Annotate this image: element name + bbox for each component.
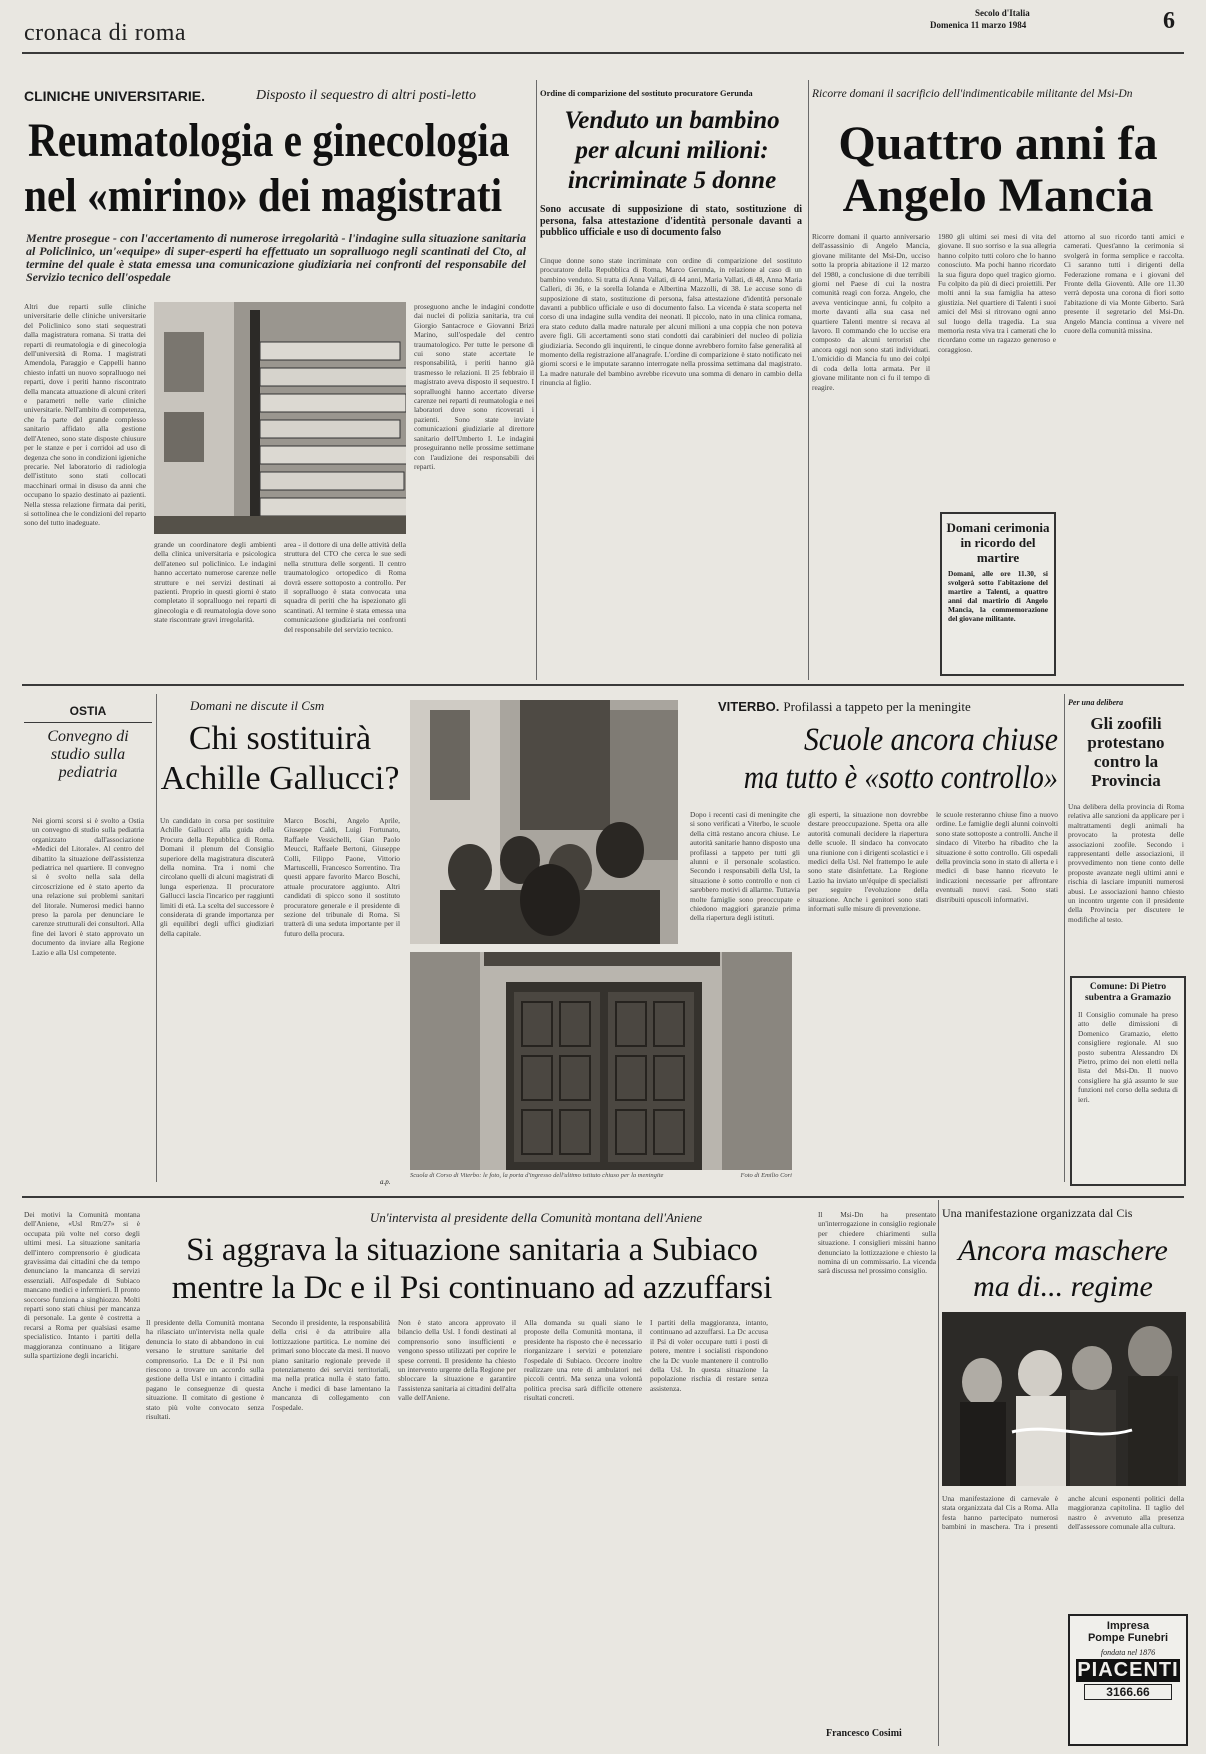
article-gallucci — [160, 698, 400, 1188]
clinics-summary: Mentre prosegue - con l'accertamento di numerose irregolarità - l'indagine sulla situazione sanitaria al Policlinico, un'«equipe» di super-esperti ha effettuato un sopralluogo negli scantinati del Cto, al termine del quale è stata emessa una comunicazione giudiziaria nei confronti del responsabile del Servizio tecnico dell'ospedale — [26, 231, 526, 284]
ostia-headline: Convegno di studio sulla pediatria — [47, 728, 129, 781]
baby-headline-2: per alcuni milioni: — [575, 137, 769, 164]
ceremony-box-body: Domani, alle ore 11.30, si svolgerà sotto l'abitazione del martire a Talenti, a quattro anni dal martirio di Angelo Mancia, la commemorazione del giovane militante. — [948, 569, 1048, 623]
viterbo-title-line — [718, 698, 1058, 716]
section-rule — [22, 684, 1184, 686]
hospital-sign-photo — [154, 302, 406, 534]
photo-credit: Foto di Emilio Cori — [740, 1172, 792, 1179]
subiaco-col-1: Il presidente della Comunità montana ha rilasciato un'intervista nella quale denuncia lo stato di abbandono in cui versano le strutture sanitarie del comprensorio. La Dc e il Psi non riescono a trovare un accordo sulla gestione della Usl e intanto i cittadini pagano le conseguenze di questa situazione. Il comitato di gestione è stato più volte convocato senza risultati. — [146, 1318, 264, 1422]
cis-headline-1: Ancora maschere — [958, 1234, 1168, 1267]
clinics-headline-2: nel «mirino» dei magistrati — [24, 169, 503, 222]
subiaco-lead: Dei motivi la Comunità montana dell'Aniene, «Usl Rm/27» si è occupata più volte nel corso degli ultimi mesi. La situazione sanitaria dell'intero comprensorio è giudicata gravissima dai cittadini che da tempo denunciano la mancanza di servizi essenziali. All'ospedale di Subiaco mancano medici e infermieri. Il pronto soccorso funziona a singhiozzo. Molti reparti sono stati chiusi per mancanza di personale. La gente è costretta a recarsi a Roma per qualsiasi esame specialistico. Intanto i partiti della maggioranza continuano a litigare sulla spartizione degli incarichi. — [24, 1210, 140, 1361]
ad-line-1: Impresa — [1106, 1620, 1150, 1632]
section-rule — [22, 1196, 1184, 1198]
hospital-sign-photo-image — [154, 302, 406, 534]
gallucci-col-1: Un candidato in corsa per sostituire Achille Gallucci alla guida della Procura della Repubblica di Roma. Domani il plenum del Consiglio superiore della magistratura discuterà della nomina. Tra i nomi che circolano quelli di alcuni magistrati di lunga esperienza. Il procuratore Gallucci lascia l'incarico per raggiunti limiti di età. La scelta del successore è considerata di grande importanza per gli equilibri degli uffici giudiziari della capitale. — [160, 816, 274, 938]
viterbo-kicker: Profilassi a tappeto per la meningite — [783, 699, 971, 714]
subiaco-col-4: Alla domanda su quali siano le proposte della Comunità montana, il presidente ha risposto che è necessario riorganizzare i servizi e potenziare l'ospedale di Subiaco. Occorre inoltre realizzare una rete di ambulatori nei piccoli centri. Ma senza una volontà politica precisa sarà difficile ottenere risultati concreti. — [524, 1318, 642, 1403]
zoofili-body: Una delibera della provincia di Roma relativa alle sanzioni da applicare per i maltrattamenti degli animali ha provocato la protesta delle associazioni zoofile. Secondo i rappresentanti delle associazioni, il provvedimento non tiene conto delle proposte avanzate negli ultimi anni e rischia di lasciare impuniti numerosi abusi. Le associazioni hanno chiesto un incontro urgente con il presidente della Provincia per discutere le modifiche al testo. — [1068, 802, 1184, 924]
article-mancia — [812, 80, 1184, 678]
comune-body: Il Consiglio comunale ha preso atto delle dimissioni di Domenico Gramazio, eletto consigliere regionale. Al suo posto subentra Alessandro Di Pietro, primo dei non eletti nella lista del Msi-Dn. Il nuovo consigliere ha già assunto le sue funzioni nel corso della seduta di ieri. — [1078, 1010, 1178, 1104]
subiaco-headline-1: Si aggrava la situazione sanitaria a Subiaco — [186, 1232, 758, 1268]
clinics-tag: CLINICHE UNIVERSITARIE. — [24, 88, 205, 104]
article-clinics — [24, 80, 534, 678]
gallucci-kicker: Domani ne discute il Csm — [190, 698, 325, 713]
subiaco-col-5: I partiti della maggioranza, intanto, continuano ad azzuffarsi. La Dc accusa il Psi di voler occupare tutti i posti di potere, mentre i socialisti rispondono che la Dc vuole mantenere il controllo della Usl. In questa situazione la popolazione rischia di restare senza assistenza. — [650, 1318, 768, 1393]
clinics-kicker: Disposto il sequestro di altri posti-letto — [256, 88, 476, 103]
gallucci-sign: a.p. — [380, 1178, 391, 1186]
ostia-tag: OSTIA — [69, 704, 107, 718]
article-ostia — [24, 698, 152, 1188]
comune-headline: Comune: Di Pietro subentra a Gramazio — [1084, 982, 1172, 1003]
viterbo-col-2: gli esperti, la situazione non dovrebbe destare preoccupazione. Spetta ora alle autorità comunali decidere la riapertura delle scuole. Il sindaco ha convocato una riunione con i dirigenti scolastici e i medici della Usl. Nel frattempo le aule sono state disinfettate. La Regione Lazio ha inviato un'équipe di specialisti per seguire l'evoluzione della situazione. Anche i genitori sono stati informati sulle misure di prevenzione. — [808, 810, 928, 914]
column-divider — [938, 1200, 939, 1746]
issue-date: Domenica 11 marzo 1984 — [930, 20, 1027, 30]
crowd-photo-image — [410, 700, 678, 944]
column-divider — [536, 80, 537, 680]
article-subiaco — [146, 1206, 936, 1746]
ad-name: PIACENTI — [1077, 1659, 1179, 1681]
article-viterbo — [674, 698, 1058, 1188]
baby-headline-3: incriminate 5 donne — [567, 167, 777, 194]
comune-box — [1070, 976, 1186, 1186]
viterbo-headline-1: Scuole ancora chiuse — [803, 722, 1058, 758]
paper-name: Secolo d'Italia — [975, 8, 1030, 18]
column-divider — [808, 80, 809, 680]
clinics-col-4: proseguono anche le indagini condotte dai nuclei di polizia sanitaria, tra cui Giorgio Santacroce e Giovanni Brizi Marino, sull'ospedale del centro traumatologico. Per tutte le persone di cui sono state accertate le responsabilità, i periti hanno già trasmesso le relazioni. Il 25 febbraio il magistrato aveva disposto il sequestro. I sopralluoghi hanno accertato diverse carenze nei reparti di reumatologia e nei laboratori dove sono ricoverati i pazienti. Sono state inviate comunicazioni giudiziarie al direttore sanitario dell'Umberto I. Le indagini proseguiranno nelle prossime settimane con l'audizione dei responsabili dei reparti. — [414, 302, 534, 471]
baby-kicker: Ordine di comparizione del sostituto procuratore Gerunda — [540, 88, 753, 98]
ad-since: fondata nel 1876 — [1100, 1648, 1156, 1657]
mancia-kicker: Ricorre domani il sacrificio dell'indimenticabile militante del Msi-Dn — [812, 88, 1133, 100]
viterbo-col-1: Dopo i recenti casi di meningite che si sono verificati a Viterbo, le scuole della città restano ancora chiuse. Le autorità sanitarie hanno disposto una profilassi a tappeto per tutti gli alunni e il personale scolastico. Secondo i responsabili della Usl, la situazione è sotto controllo e non ci sarebbero motivi di allarme. Tuttavia molte famiglie sono preoccupate e chiedono maggiori garanzie prima della riapertura degli istituti. — [690, 810, 800, 923]
mancia-col-1: Ricorre domani il quarto anniversario dell'assassinio di Angelo Mancia, giovane militante del Msi-Dn, ucciso sotto la propria abitazione il 12 marzo del 1980, a conclusione di due terribili giorni nel Paese di cui la nostra comunità reagì con forza. Angelo, che aveva venticinque anni, fu colpito a morte davanti alla sua casa nel quartiere Talenti mentre si recava al lavoro. Il commando che lo uccise era composto da alcuni terroristi che ancora oggi non sono stati individuati. L'omicidio di Mancia fu uno dei colpi di coda della lotta armata. Per il giovane militante non ci fu il tempo di reagire. — [812, 232, 930, 392]
clinics-col-2: grande un coordinatore degli ambienti della clinica universitaria e psicologica dell'ateneo sul policlinico. Le indagini hanno accertato numerose carenze nelle strutture e nei servizi destinati ai pazienti. Proprio in questi giorni è stato completato il sopralluogo nei reparti di ginecologia e di reumatologia dove sono state riscontrate gravi irregolarità. — [154, 540, 276, 625]
article-zoofili — [1068, 698, 1184, 964]
masks-photo-image — [942, 1312, 1186, 1486]
baby-headline-1: Venduto un bambino — [564, 107, 780, 134]
mancia-col-3: attorno al suo ricordo tanti amici e camerati. Quest'anno la cerimonia si svolgerà in forma semplice e raccolta. Ci saranno tutti i dirigenti della Federazione romana e i giovani del Fronte della Gioventù. Alle ore 11.30 verrà deposta una corona di fiori sotto l'abitazione di via Monte Giberto. Sarà presente il segretario del Msi-Dn. Angelo Mancia continua a vivere nel cuore della comunità missina. — [1064, 232, 1184, 336]
viterbo-tag: VITERBO. — [718, 699, 780, 714]
ad-line-2: Pompe Funebri — [1087, 1632, 1169, 1644]
masthead-rule — [22, 52, 1184, 54]
cis-body: Una manifestazione di carnevale è stata organizzata dal Cis a Roma. Alla festa hanno partecipato numerosi bambini in maschera. Tra i presenti anche alcuni esponenti politici della maggioranza capitolina. Il taglio del nastro è avvenuto alla presenza dell'assessore comunale alla cultura. — [942, 1494, 1184, 1532]
baby-summary: Sono accusate di supposizione di stato, sostituzione di persona, falsa attestazione d'identità personale davanti a pubblico ufficiale e uso di documento falso — [540, 204, 802, 238]
subiaco-col-6: Il Msi-Dn ha presentato un'interrogazione in consiglio regionale per chiedere chiarimenti sulla situazione. I consiglieri missini hanno denunciato la lottizzazione e chiesto la nomina di un commissario. La vicenda sarà discussa nel prossimo consiglio. — [818, 1210, 936, 1276]
column-divider — [156, 694, 157, 1182]
viterbo-col-3: le scuole resteranno chiuse fino a nuovo ordine. Le famiglie degli alunni coinvolti sono state sottoposte a controlli. Anche il sindaco di Viterbo ha ribadito che la situazione è sotto controllo. Gli ospedali della provincia sono in stato di allerta e i medici di base hanno ricevuto le indicazioni necessarie per affrontare eventuali nuovi casi. Sono stati distribuiti opuscoli informativi. — [936, 810, 1058, 904]
clinics-headline-1: Reumatologia e ginecologia — [28, 114, 510, 167]
clinics-col-1: Altri due reparti sulle cliniche universitarie delle cliniche universitarie del Policlinico sono stati sequestrati dalla magistratura romana. Si tratta dei reparti di reumatologia e di ginecologia dell'università di Roma. I magistrati Amendola, Paraggio e Cappelli hanno chiesto infatti un nuovo sopralluogo nei reparti, dove i periti hanno riscontrato della mancata attuazione di alcuni criteri e parametri nelle varie cliniche universitarie. Nell'ambito di competenza, che fa parte del grande complesso sanitario affidato alla gestione dell'Ateneo, sono state disposte chiusure per le stanze e per i corridoi ad uso di degenza che sono in condizioni igieniche precarie. Nel laboratorio di radiologia dell'istituto sono stati collocati macchinari ormai in disuso da anni che occupano lo spazio destinato ai pazienti. Nella stessa relazione firmata dai periti, si sottolinea che le condizioni del reparto sono del tutto inadeguate. — [24, 302, 146, 528]
subiaco-sign: Francesco Cosimi — [826, 1728, 902, 1739]
mancia-headline-2: Angelo Mancia — [842, 169, 1154, 222]
ostia-rule — [24, 722, 152, 723]
cis-headline-2: ma di... regime — [973, 1270, 1153, 1303]
ceremony-box — [940, 512, 1056, 676]
gallucci-col-2: Marco Boschi, Angelo Aprile, Giuseppe Caldi, Luigi Fortunato, Raffaele Vessichelli, Gian Paolo Meucci, Raffaele Bertoni, Giuseppe Colli, Filippo Paone, Vittorio Martuscelli, Francesco Sorrentino. Tra questi appare favorito Marco Boschi, attuale procuratore aggiunto. Altri candidati di spicco sono il sostituto procuratore generale e il presidente di sezione del tribunale di Roma. Si tratterà di una seduta importante per il futuro della procura. — [284, 816, 400, 938]
ad-phone: 3166.66 — [1084, 1684, 1172, 1700]
mancia-headline-1: Quattro anni fa — [838, 117, 1158, 170]
viterbo-headline-2: ma tutto è «sotto controllo» — [743, 760, 1058, 796]
ceremony-box-title: Domani cerimonia in ricordo del martire — [946, 520, 1050, 565]
subiaco-kicker: Un'intervista al presidente della Comunità montana dell'Aniene — [369, 1210, 703, 1225]
zoofili-kicker: Per una delibera — [1068, 698, 1124, 707]
column-divider — [1064, 694, 1065, 1182]
gallucci-headline-1: Chi sostituirà — [188, 720, 372, 757]
section-title: cronaca di roma — [24, 20, 187, 46]
crowd-photo — [410, 700, 678, 944]
article-baby — [540, 80, 804, 678]
gallucci-headline-2: Achille Gallucci? — [160, 760, 400, 797]
masks-photo — [942, 1312, 1186, 1486]
subiaco-headline-2: mentre la Dc e il Psi continuano ad azzuffarsi — [171, 1270, 773, 1306]
ostia-body: Nei giorni scorsi si è svolto a Ostia un convegno di studio sulla pediatria organizzato dall'associazione «Medici del Litorale». Al centro del dibattito la situazione dell'assistenza pediatrica nel quartiere. Il convegno si è svolto nella sala della circoscrizione ed è stato aperto da una relazione sui problemi sanitari del litorale. Numerosi medici hanno preso la parola per denunciare le carenze strutturali dei consultori. Alla fine dei lavori è stato approvato un documento da inviare alla Regione Lazio e alla Usl competente. — [32, 816, 144, 957]
baby-body: Cinque donne sono state incriminate con ordine di comparizione del sostituto procuratore della Repubblica di Roma, Marco Gerunda, in relazione al caso di un bambino venduto. Si tratta di Anna Vallati, di 44 anni, Maria Vallati, di 48, Anna Maria Calleri, di 36, e la sorella Iolanda e Albertina Mazzolli, di 38. Le accuse sono di supposizione di stato, sostituzione di persona, falsa attestazione d'identità personale davanti a pubblico ufficiale e uso di documento falso. La vicenda è stata scoperta nel corso di una indagine sulla vendita dei neonati. Il piccolo, nato in una clinica romana, era stato ceduto dalla madre naturale per alcuni milioni a una coppia che non poteva avere figli. Gli accertamenti sono stati condotti dai carabinieri del nucleo di polizia giudiziaria. Secondo gli inquirenti, le cinque donne avrebbero fornito false generalità al momento della registrazione all'anagrafe. L'ordine di comparizione è stato notificato nei giorni scorsi e le imputate saranno interrogate nella prossima settimana dal magistrato. La madre naturale del bambino avrebbe ricevuto una somma di denaro in cambio della rinuncia al figlio. — [540, 256, 802, 388]
mancia-col-2: 1980 gli ultimi sei mesi di vita del giovane. Il suo sorriso e la sua allegria hanno colpito tutti coloro che lo hanno conosciuto. Ma pochi hanno ricordato la sua figura dopo quel tragico giorno. Fu colpito da più di dieci proiettili. Per molti anni la sua famiglia ha atteso giustizia. Nel quartiere di Talenti i suoi amici del Msi si ritrovano ogni anno sul luogo della tragedia. La sua memoria resta viva tra i camerati che lo ricordano come un ragazzo generoso e coraggioso. — [938, 232, 1056, 354]
page-number: 6 — [1163, 8, 1175, 34]
subiaco-col-3: Non è stato ancora approvato il bilancio della Usl. I fondi destinati al comprensorio sono insufficienti e vengono spesso utilizzati per coprire le spese correnti. Il presidente ha chiesto un intervento urgente della Regione per sbloccare la situazione e garantire l'assistenza sanitaria ai cittadini dell'alta valle dell'Aniene. — [398, 1318, 516, 1403]
photo-caption: Scuola di Corso di Viterbo: le foto, la porta d'ingresso dell'ultimo istituto chiuso per la meningite — [410, 1172, 664, 1179]
subiaco-col-2: Secondo il presidente, la responsabilità della crisi è da attribuire alla lottizzazione partitica. Le nomine dei primari sono bloccate da mesi. Il nuovo piano sanitario regionale prevede il potenziamento dei servizi territoriali, ma nella pratica nulla è stato fatto. Anche i medici di base lamentano la mancanza di collegamento con l'ospedale. — [272, 1318, 390, 1412]
clinics-col-3: area - il dottore di una delle attività della struttura del CTO che cerca le sue sedi nella struttura delle sorgenti. Il centro traumatologico ortopedico di Roma dovrà essere sottoposto a controllo. Per il sopralluogo è stata convocata una squadra di periti che ha ispezionato gli scantinati. Al termine è stata emessa una comunicazione giudiziaria nei confronti del responsabile del servizio tecnico. — [284, 540, 406, 634]
funeral-ad — [1068, 1614, 1188, 1746]
zoofili-headline: Gli zoofili protestano contro la Provincia — [1087, 714, 1165, 790]
cis-kicker: Una manifestazione organizzata dal Cis — [942, 1206, 1133, 1220]
